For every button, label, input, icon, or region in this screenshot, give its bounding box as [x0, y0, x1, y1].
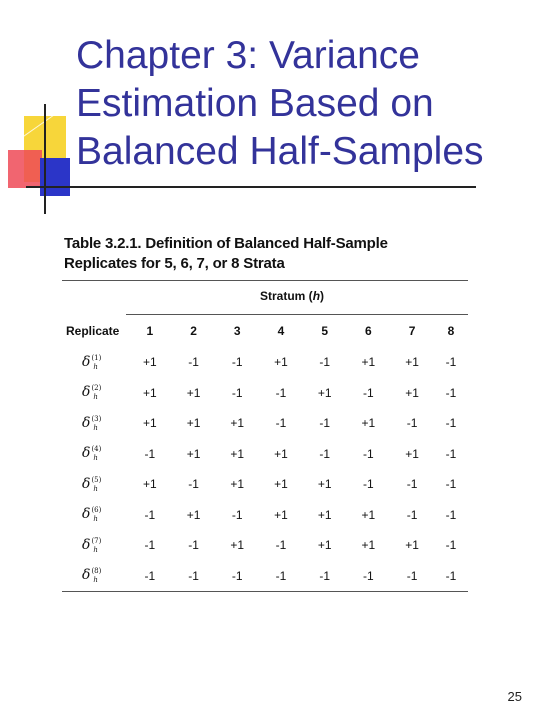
replicate-symbol: $\delta^{(2)}_h$ [82, 384, 102, 402]
title-line-2: Estimation Based on [76, 82, 434, 125]
table-cell: +1 [186, 416, 201, 431]
table-cell: -1 [445, 568, 457, 583]
slide-title [76, 32, 516, 176]
table-cell: +1 [405, 385, 419, 400]
table-cell: -1 [319, 446, 330, 461]
table-cell: -1 [363, 477, 374, 492]
table-cell: +1 [143, 385, 157, 400]
table-row [62, 439, 468, 470]
table-cell: +1 [361, 355, 376, 370]
stratum-header [62, 281, 468, 315]
table-cell: +1 [274, 477, 288, 492]
stratum-column-header: 4 [277, 324, 285, 338]
table-cell: +1 [143, 416, 157, 431]
table-cell: +1 [317, 507, 332, 522]
table-cell: -1 [275, 538, 287, 553]
table-cell: -1 [445, 355, 457, 370]
table-row [62, 408, 468, 439]
table-cell: -1 [231, 355, 243, 370]
table-cell: +1 [361, 507, 376, 522]
replicate-symbol: $\delta^{(6)}_h$ [82, 506, 102, 524]
table-cell: -1 [363, 385, 374, 400]
table-cell: -1 [275, 416, 287, 431]
stratum-symbol: h [312, 289, 321, 303]
table-cell: -1 [445, 446, 457, 461]
table-caption [62, 234, 468, 274]
table-cell: +1 [405, 446, 419, 461]
title-underline [26, 186, 476, 188]
table-cell: -1 [275, 568, 287, 583]
table-header-row [62, 315, 468, 347]
table-cell: -1 [188, 538, 199, 553]
table-cell: +1 [405, 355, 419, 370]
table-cell: -1 [144, 538, 156, 553]
table-cell: -1 [231, 507, 243, 522]
table-cell: +1 [230, 446, 245, 461]
table-cell: +1 [230, 416, 245, 431]
table-cell: -1 [363, 568, 374, 583]
table-cell: -1 [188, 568, 199, 583]
table-row [62, 378, 468, 409]
table-row [62, 561, 468, 592]
replicate-symbol: $\delta^{(8)}_h$ [82, 567, 102, 585]
page-number: 25 [507, 689, 522, 704]
table-row [62, 500, 468, 531]
table-cell: -1 [445, 538, 457, 553]
table-caption-line-1: Table 3.2.1. Definition of Balanced Half-Sample [64, 235, 388, 252]
stratum-column-header: 1 [146, 324, 154, 338]
table-cell: -1 [445, 385, 457, 400]
stratum-column-header: 8 [447, 324, 455, 338]
table-cell: +1 [143, 477, 157, 492]
table-cell: -1 [275, 385, 287, 400]
table-cell: +1 [317, 385, 332, 400]
table-cell: -1 [319, 568, 330, 583]
table-cell: +1 [230, 477, 245, 492]
table-cell: -1 [144, 568, 156, 583]
replicate-symbol: $\delta^{(1)}_h$ [82, 353, 102, 371]
table-cell: -1 [406, 568, 418, 583]
table-cell: +1 [186, 385, 201, 400]
table-row [62, 347, 468, 378]
table-cell: -1 [144, 507, 156, 522]
table-bottom-rule [62, 591, 468, 592]
stratum-label: Stratum (h) [260, 289, 325, 303]
title-line-3: Balanced Half-Samples [76, 130, 484, 173]
stratum-column-header: 7 [408, 324, 416, 338]
table-row [62, 469, 468, 500]
table-cell: +1 [361, 538, 376, 553]
stratum-column-header: 2 [190, 324, 197, 338]
balanced-half-sample-table [62, 234, 468, 592]
table-cell: +1 [317, 538, 332, 553]
replicate-symbol: $\delta^{(3)}_h$ [82, 414, 102, 432]
table-cell: -1 [231, 568, 243, 583]
table-cell: +1 [274, 507, 288, 522]
decorative-vertical-line [44, 104, 46, 214]
replicate-symbol: $\delta^{(7)}_h$ [82, 536, 102, 554]
table-cell: +1 [143, 355, 157, 370]
table-cell: +1 [317, 477, 332, 492]
table-cell: -1 [319, 355, 330, 370]
table-cell: -1 [406, 477, 418, 492]
table-cell: -1 [445, 507, 457, 522]
replicate-table [62, 315, 468, 591]
table-cell: -1 [144, 446, 156, 461]
table-cell: -1 [188, 477, 199, 492]
table-cell: -1 [319, 416, 330, 431]
table-cell: -1 [406, 507, 418, 522]
table-row [62, 530, 468, 561]
table-cell: +1 [361, 416, 376, 431]
table-cell: -1 [188, 355, 199, 370]
replicate-header: Replicate [66, 324, 120, 338]
table-cell: -1 [406, 416, 418, 431]
decorative-red-block [8, 150, 42, 188]
table-cell: +1 [186, 446, 201, 461]
replicate-symbol: $\delta^{(5)}_h$ [82, 475, 102, 493]
table-cell: +1 [405, 538, 419, 553]
table-cell: +1 [274, 446, 288, 461]
title-line-1: Chapter 3: Variance [76, 34, 420, 77]
table-cell: -1 [445, 416, 457, 431]
replicate-symbol: $\delta^{(4)}_h$ [82, 445, 102, 463]
table-cell: +1 [274, 355, 288, 370]
table-caption-line-2: Replicates for 5, 6, 7, or 8 Strata [64, 255, 285, 272]
table-cell: -1 [231, 385, 243, 400]
stratum-rule [126, 314, 468, 315]
stratum-column-header: 5 [321, 324, 328, 338]
table-cell: +1 [230, 538, 245, 553]
table-cell: -1 [445, 477, 457, 492]
stratum-column-header: 3 [233, 324, 241, 338]
table-cell: +1 [186, 507, 201, 522]
stratum-column-header: 6 [365, 324, 372, 338]
table-cell: -1 [363, 446, 374, 461]
